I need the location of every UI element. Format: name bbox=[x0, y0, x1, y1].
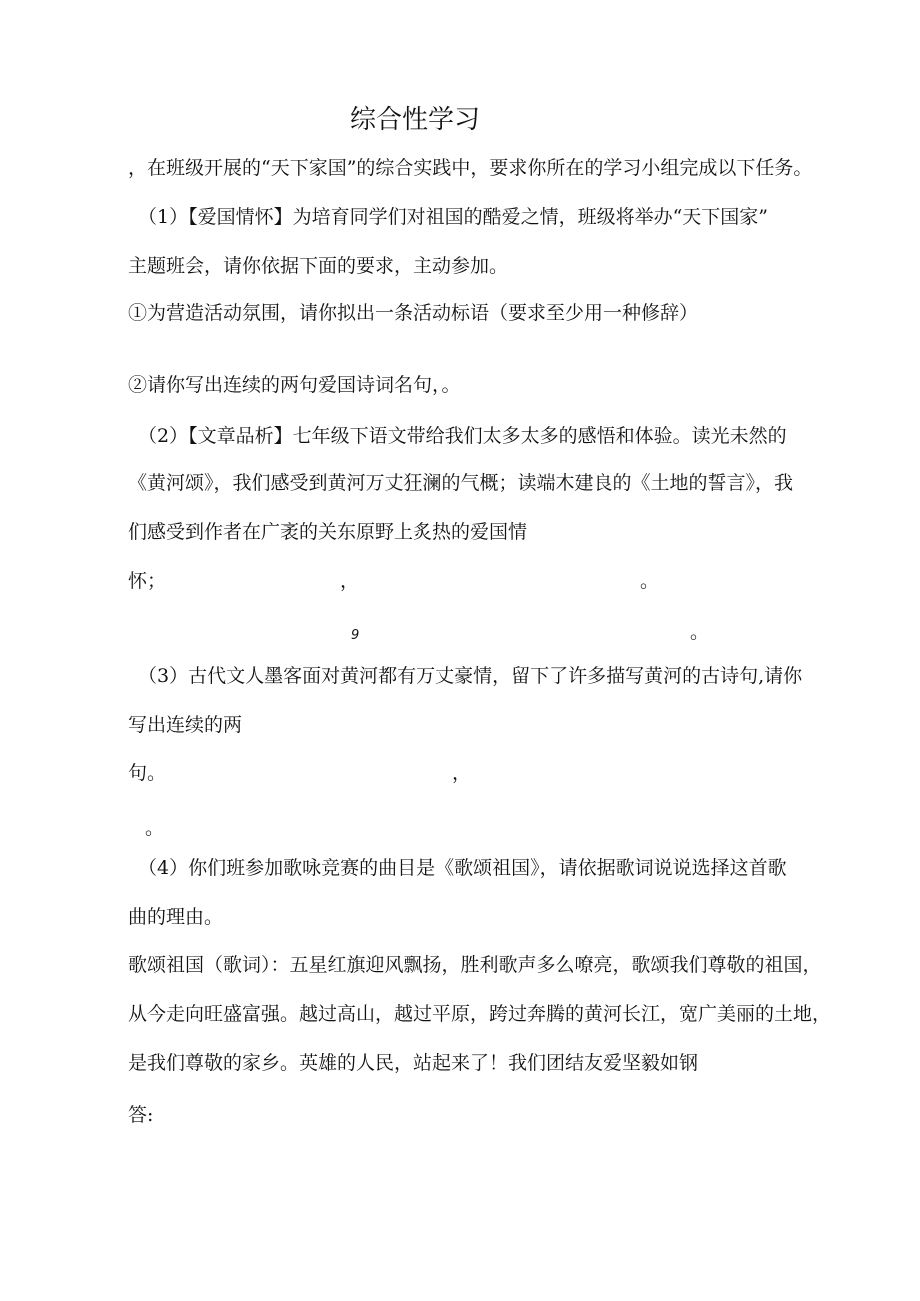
q2-blank-period1: 。 bbox=[640, 570, 660, 592]
q1-sub2: ②请你写出连续的两句爱国诗词名句，。 bbox=[128, 374, 461, 396]
q1-line2: 主题班会，请你依据下面的要求，主动参加。 bbox=[128, 255, 509, 277]
q4-line1: （4）你们班参加歌咏竞赛的曲目是《歌颂祖国》，请依据歌词说说选择这首歌 bbox=[138, 857, 787, 879]
q2-line4: 怀； bbox=[128, 570, 167, 592]
q2-blank-comma: ， bbox=[340, 570, 360, 592]
q3-line1: （3）古代文人墨客面对黄河都有万丈豪情，留下了许多描写黄河的古诗句,请你 bbox=[138, 665, 803, 687]
q1-line1: （1）【爱国情怀】为培育同学们对祖国的酷爱之情，班级将举办“天下国家” bbox=[138, 206, 769, 228]
q1-sub1: ①为营造活动氛围，请你拟出一条活动标语（要求至少用一种修辞） bbox=[128, 302, 699, 324]
q2-blank-nine: 9 bbox=[351, 628, 360, 643]
q4-answer-label: 答: bbox=[128, 1104, 154, 1126]
q4-lyrics3: 是我们尊敬的家乡。英雄的人民，站起来了！我们团结友爱坚毅如钢 bbox=[128, 1052, 699, 1074]
q3-line3: 句。 bbox=[128, 762, 167, 784]
q3-blank-period: 。 bbox=[145, 817, 165, 839]
q2-blank-period2: 。 bbox=[690, 621, 710, 643]
q3-line2: 写出连续的两 bbox=[128, 714, 243, 736]
q4-line2: 曲的理由。 bbox=[128, 906, 224, 928]
q3-blank-comma: ， bbox=[452, 762, 472, 784]
page-title: 综合性学习 bbox=[350, 105, 481, 135]
q2-line2: 《黄河颂》，我们感受到黄河万丈狂澜的气概；读端木建良的《土地的誓言》，我 bbox=[128, 472, 794, 494]
q4-lyrics1: 歌颂祖国（歌词）：五星红旗迎风飘扬，胜利歌声多么嘹亮，歌颂我们尊敬的祖国， bbox=[128, 954, 822, 976]
q2-line1: （2）【文章品析】七年级下语文带给我们太多太多的感悟和体验。读光未然的 bbox=[138, 425, 787, 447]
q2-line3: 们感受到作者在广袤的关东原野上炙热的爱国情 bbox=[128, 521, 528, 543]
q4-lyrics2: 从今走向旺盛富强。越过高山，越过平原，跨过奔腾的黄河长江，宽广美丽的土地， bbox=[128, 1003, 832, 1025]
intro-text: ，在班级开展的“天下家国”的综合实践中，要求你所在的学习小组完成以下任务。 bbox=[128, 157, 813, 179]
